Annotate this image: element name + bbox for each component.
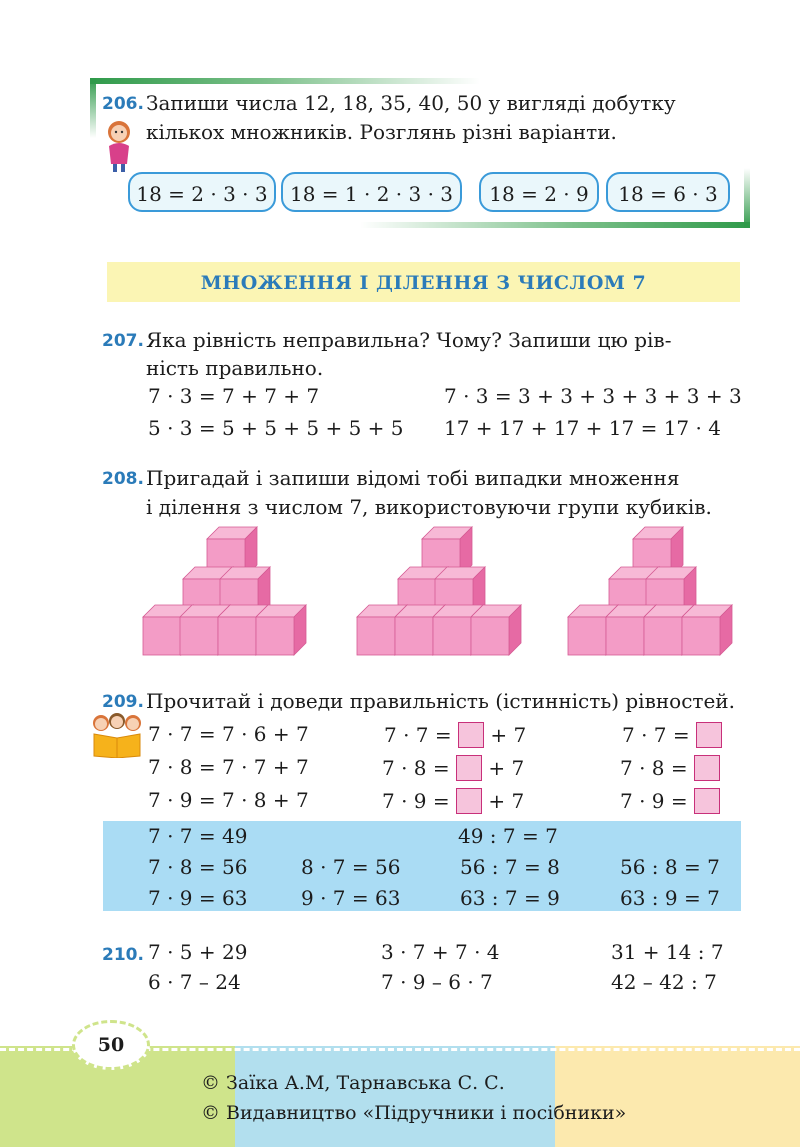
equation: 7 · 9 = 7 · 8 + 7	[148, 788, 309, 812]
exercise-number: 208.	[102, 469, 144, 489]
equation-left: 7 · 8 =	[382, 756, 450, 780]
equation: 7 · 7 = 7 · 6 + 7	[148, 722, 309, 746]
variant-pill: 18 = 2 · 3 · 3	[128, 172, 276, 212]
table-cell: 56 : 7 = 8	[460, 855, 560, 879]
equation-with-blank	[384, 722, 526, 748]
section-title: МНОЖЕННЯ І ДІЛЕННЯ З ЧИСЛОМ 7	[107, 262, 740, 302]
table-cell: 7 · 9 = 63	[148, 886, 248, 910]
exercise-number: 206.	[102, 94, 144, 114]
equation: 7 · 3 = 3 + 3 + 3 + 3 + 3 + 3	[444, 384, 742, 408]
equation-left: 7 · 9 =	[382, 789, 450, 813]
exercise-text: і ділення з числом 7, використовуючи групи кубиків.	[146, 495, 712, 519]
expression: 7 · 9 – 6 · 7	[381, 970, 493, 994]
table-cell: 49 : 7 = 7	[458, 824, 558, 848]
frame-decoration	[90, 78, 480, 84]
equation-with-blank	[382, 755, 524, 781]
frame-decoration	[90, 78, 96, 138]
cube-pyramid	[143, 527, 306, 655]
equation-left: 7 · 8 =	[620, 756, 688, 780]
table-cell: 9 · 7 = 63	[301, 886, 401, 910]
blank-box[interactable]	[456, 788, 482, 814]
equation-right: + 7	[488, 756, 525, 780]
blank-box[interactable]	[694, 788, 720, 814]
expression: 7 · 5 + 29	[148, 940, 248, 964]
equation-left: 7 · 9 =	[620, 789, 688, 813]
exercise-text: Прочитай і доведи правильність (істинність) рівностей.	[146, 689, 735, 713]
exercise-text: Яка рівність неправильна? Чому? Запиши цю рів-	[146, 328, 672, 352]
expression: 3 · 7 + 7 · 4	[381, 940, 500, 964]
exercise-number: 209.	[102, 692, 144, 712]
table-cell: 63 : 7 = 9	[460, 886, 560, 910]
children-reading-icon	[88, 712, 146, 758]
table-cell: 56 : 8 = 7	[620, 855, 720, 879]
cube-pyramids	[0, 520, 800, 665]
equation-with-blank	[620, 755, 720, 781]
equation-right: + 7	[488, 789, 525, 813]
exercise-number: 210.	[102, 945, 144, 965]
equation-with-blank	[382, 788, 524, 814]
exercise-number: 207.	[102, 331, 144, 351]
variant-pill: 18 = 1 · 2 · 3 · 3	[281, 172, 462, 212]
equation-right: + 7	[490, 723, 527, 747]
blank-box[interactable]	[456, 755, 482, 781]
expression: 42 – 42 : 7	[611, 970, 717, 994]
exercise-text: Пригадай і запиши відомі тобі випадки множення	[146, 466, 680, 490]
equation: 5 · 3 = 5 + 5 + 5 + 5 + 5	[148, 416, 404, 440]
frame-decoration	[360, 222, 750, 228]
footer-band	[555, 1046, 800, 1147]
cube-pyramid	[357, 527, 521, 655]
equation-left: 7 · 7 =	[622, 723, 690, 747]
cube-pyramid	[568, 527, 732, 655]
blank-box[interactable]	[694, 755, 720, 781]
blank-box[interactable]	[458, 722, 484, 748]
exercise-text: ність правильно.	[146, 356, 324, 380]
expression: 6 · 7 – 24	[148, 970, 241, 994]
exercise-text: кількох множників. Розглянь різні варіанти.	[146, 120, 617, 144]
footer-band	[235, 1046, 555, 1147]
equation: 7 · 8 = 7 · 7 + 7	[148, 755, 309, 779]
table-cell: 8 · 7 = 56	[301, 855, 401, 879]
copyright-authors: © Заїка А.М, Тарнавська С. С.	[201, 1072, 505, 1094]
page-number: 50	[72, 1020, 150, 1070]
table-cell: 7 · 8 = 56	[148, 855, 248, 879]
exercise-text: Запиши числа 12, 18, 35, 40, 50 у вигляді добутку	[146, 91, 676, 115]
equation-with-blank	[622, 722, 722, 748]
copyright-publisher: © Видавництво «Підручники і посібники»	[201, 1102, 627, 1124]
blank-box[interactable]	[696, 722, 722, 748]
expression: 31 + 14 : 7	[611, 940, 724, 964]
table-cell: 7 · 7 = 49	[148, 824, 248, 848]
frame-decoration	[744, 168, 750, 228]
equation-left: 7 · 7 =	[384, 723, 452, 747]
girl-icon	[100, 118, 138, 174]
equation: 7 · 3 = 7 + 7 + 7	[148, 384, 320, 408]
equation-with-blank	[620, 788, 720, 814]
table-cell: 63 : 9 = 7	[620, 886, 720, 910]
equation: 17 + 17 + 17 + 17 = 17 · 4	[444, 416, 721, 440]
variant-pill: 18 = 2 · 9	[479, 172, 599, 212]
variant-pill: 18 = 6 · 3	[606, 172, 730, 212]
